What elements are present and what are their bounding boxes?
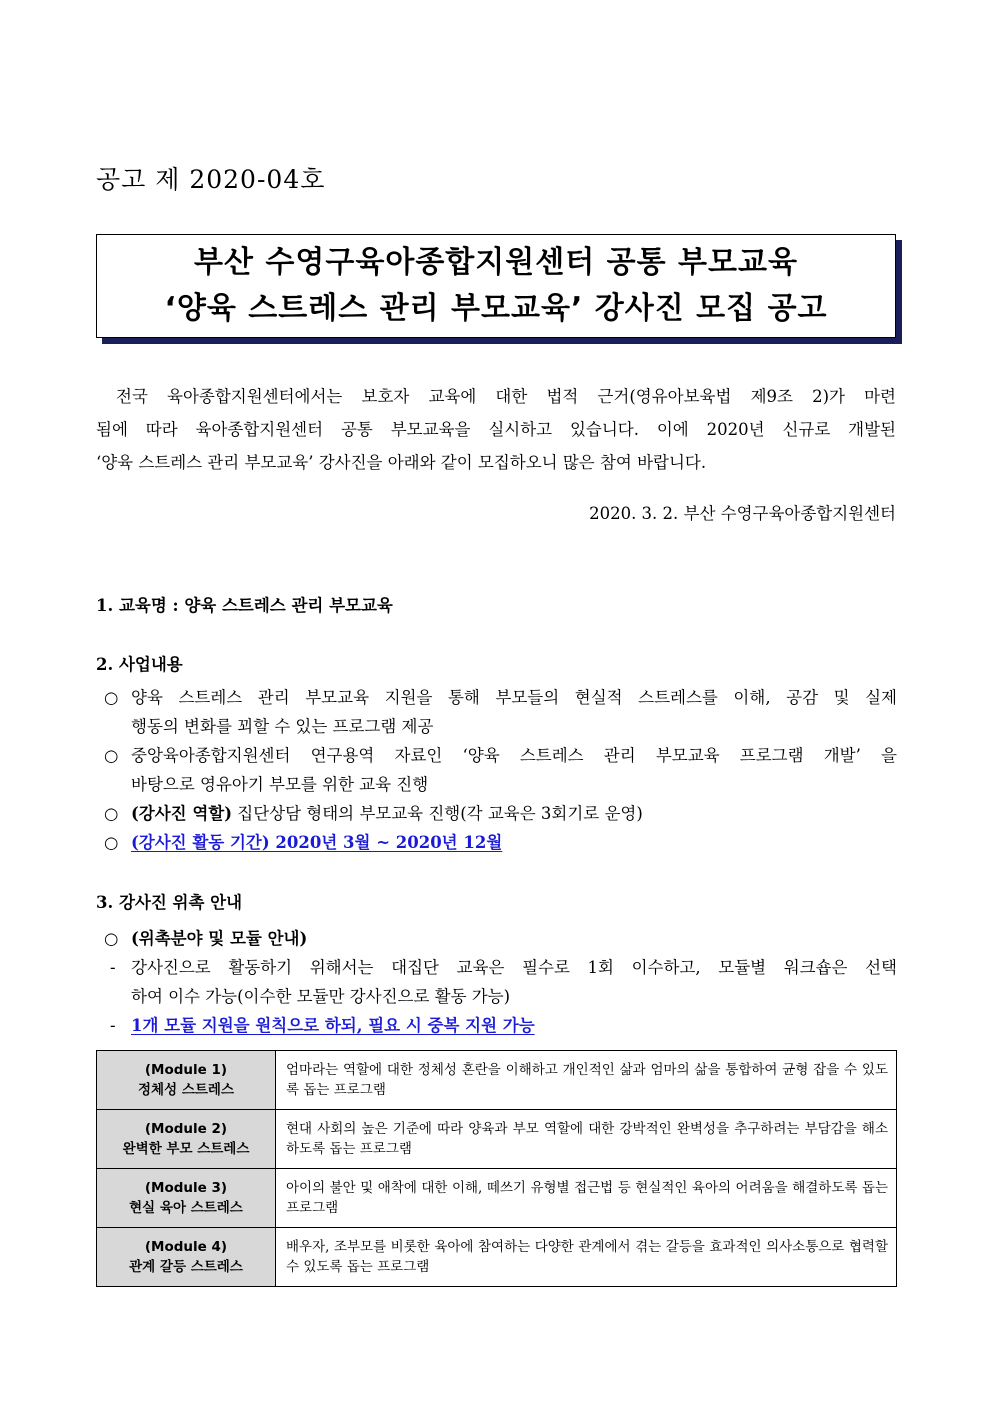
intro-line-2: 됨에 따라 육아종합지원센터 공통 부모교육을 실시하고 있습니다. 이에 2020년 신규로 개발된 bbox=[96, 420, 896, 439]
table-row bbox=[97, 1169, 897, 1228]
circle-bullet-icon: ○ bbox=[104, 688, 119, 707]
module-description: 아이의 불안 및 애착에 대한 이해, 떼쓰기 유형별 접근법 등 현실적인 육아의 어려움을 해결하도록 돕는 프로그램 bbox=[276, 1169, 897, 1228]
intro-line-3: ‘양육 스트레스 관리 부모교육’ 강사진을 아래와 같이 모집하오니 많은 참여 바랍니다. bbox=[96, 453, 707, 472]
module-table bbox=[96, 1050, 897, 1287]
module-cell: (Module 4) 관계 갈등 스트레스 bbox=[97, 1228, 276, 1287]
module-description: 배우자, 조부모를 비롯한 육아에 참여하는 다양한 관계에서 겪는 갈등을 효과적인 의사소통으로 협력할 수 있도록 돕는 프로그램 bbox=[276, 1228, 897, 1287]
circle-bullet-icon: ○ bbox=[104, 746, 119, 765]
module-cell: (Module 2) 완벽한 부모 스트레스 bbox=[97, 1110, 276, 1169]
list-item bbox=[104, 828, 897, 857]
table-row bbox=[97, 1228, 897, 1287]
dash-bullet-icon: - bbox=[110, 958, 116, 977]
list-item bbox=[104, 924, 897, 953]
sub-heading: (위촉분야 및 모듈 안내) bbox=[131, 929, 308, 948]
dash-bullet-icon: - bbox=[110, 1016, 116, 1035]
list-item: ○ 양육 스트레스 관리 부모교육 지원을 통해 부모들의 현실적 스트레스를 이해, 공감 및 실제 행동의 변화를 꾀할 수 있는 프로그램 제공 bbox=[104, 683, 897, 741]
section-3-list bbox=[104, 924, 897, 1040]
list-item bbox=[104, 799, 897, 828]
circle-bullet-icon: ○ bbox=[104, 929, 119, 948]
module-cell: (Module 3) 현실 육아 스트레스 bbox=[97, 1169, 276, 1228]
role-text: 집단상담 형태의 부모교육 진행(각 교육은 3회기로 운영) bbox=[232, 804, 643, 823]
table-row bbox=[97, 1051, 897, 1110]
circle-bullet-icon: ○ bbox=[104, 833, 119, 852]
apply-rule-text: 1개 모듈 지원을 원칙으로 하되, 필요 시 중복 지원 가능 bbox=[131, 1016, 535, 1035]
module-description: 현대 사회의 높은 기준에 따라 양육과 부모 역할에 대한 강박적인 완벽성을 추구하려는 부담감을 해소하도록 돕는 프로그램 bbox=[276, 1110, 897, 1169]
table-row bbox=[97, 1110, 897, 1169]
activity-period-text: (강사진 활동 기간) 2020년 3월 ~ 2020년 12월 bbox=[131, 833, 503, 852]
section-2-list bbox=[104, 683, 897, 857]
module-cell: (Module 1) 정체성 스트레스 bbox=[97, 1051, 276, 1110]
title-line-1: 부산 수영구육아종합지원센터 공통 부모교육 bbox=[194, 245, 798, 280]
module-description: 엄마라는 역할에 대한 정체성 혼란을 이해하고 개인적인 삶과 엄마의 삶을 통합하여 균형 잡을 수 있도록 돕는 프로그램 bbox=[276, 1051, 897, 1110]
date-organization: 2020. 3. 2. 부산 수영구육아종합지원센터 bbox=[589, 504, 896, 523]
section-1-heading: 1. 교육명 : 양육 스트레스 관리 부모교육 bbox=[96, 596, 393, 615]
list-item: ○ 중앙육아종합지원센터 연구용역 자료인 ‘양육 스트레스 관리 부모교육 프로그램 개발’ 을 바탕으로 영유아기 부모를 위한 교육 진행 bbox=[104, 741, 897, 799]
dash-item: - 강사진으로 활동하기 위해서는 대집단 교육은 필수로 1회 이수하고, 모듈별 워크숍은 선택 하여 이수 가능(이수한 모듈만 강사진으로 활동 가능) bbox=[104, 953, 897, 1011]
title-box bbox=[96, 234, 896, 338]
intro-line-1: 전국 육아종합지원센터에서는 보호자 교육에 대한 법적 근거(영유아보육법 제9조 2)가 마련 bbox=[116, 387, 896, 406]
section-2-heading: 2. 사업내용 bbox=[96, 655, 183, 674]
role-label: (강사진 역할) bbox=[131, 804, 233, 823]
dash-item bbox=[104, 1011, 897, 1040]
intro-paragraph bbox=[96, 380, 896, 479]
title-line-2: ‘양육 스트레스 관리 부모교육’ 강사진 모집 공고 bbox=[164, 291, 828, 326]
circle-bullet-icon: ○ bbox=[104, 804, 119, 823]
notice-number: 공고 제 2020-04호 bbox=[96, 165, 326, 194]
section-3-heading: 3. 강사진 위촉 안내 bbox=[96, 893, 243, 912]
